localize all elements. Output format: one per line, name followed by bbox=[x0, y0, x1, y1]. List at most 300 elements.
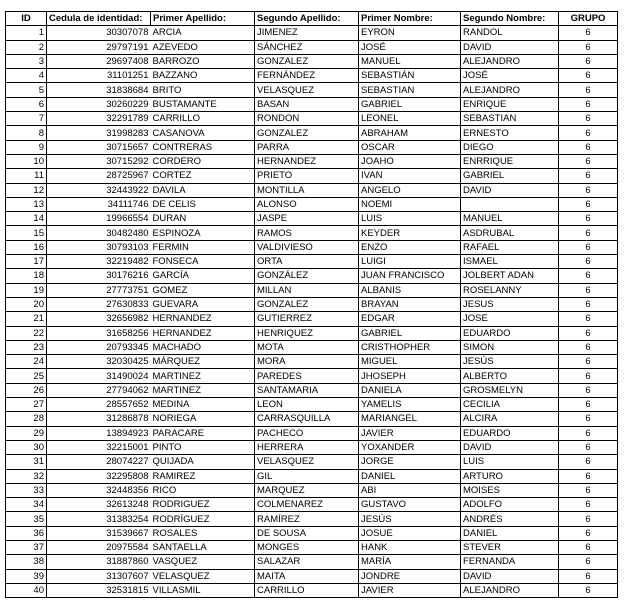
cell-cedula: 31101251 bbox=[47, 69, 151, 83]
cell-id: 40 bbox=[6, 583, 47, 597]
cell-primer-nombre: KEYDER bbox=[359, 226, 461, 240]
cell-segundo-nombre: ALEJANDRO bbox=[461, 83, 559, 97]
table-row bbox=[6, 583, 618, 597]
table-row bbox=[6, 269, 618, 283]
cell-segundo-apellido: LEON bbox=[255, 398, 359, 412]
cell-primer-nombre: LUIS bbox=[359, 212, 461, 226]
cell-id: 5 bbox=[6, 83, 47, 97]
cell-primer-nombre: DANIEL bbox=[359, 469, 461, 483]
cell-primer-nombre: IVAN bbox=[359, 169, 461, 183]
cell-grupo: 6 bbox=[559, 83, 618, 97]
cell-segundo-apellido: PACHECO bbox=[255, 426, 359, 440]
cell-segundo-apellido: BASAN bbox=[255, 97, 359, 111]
column-header-primer-nombre: Primer Nombre: bbox=[359, 12, 461, 26]
cell-grupo: 6 bbox=[559, 412, 618, 426]
cell-cedula: 31539667 bbox=[47, 526, 151, 540]
table-row bbox=[6, 369, 618, 383]
cell-primer-apellido: DURAN bbox=[151, 212, 255, 226]
cell-grupo: 6 bbox=[559, 340, 618, 354]
cell-segundo-apellido: JASPE bbox=[255, 212, 359, 226]
cell-primer-apellido: CONTRERAS bbox=[151, 140, 255, 154]
cell-segundo-nombre: EDUARDO bbox=[461, 426, 559, 440]
cell-id: 38 bbox=[6, 555, 47, 569]
cell-cedula: 13894923 bbox=[47, 426, 151, 440]
table-row bbox=[6, 97, 618, 111]
cell-primer-nombre: DANIELA bbox=[359, 383, 461, 397]
cell-primer-nombre: OSCAR bbox=[359, 140, 461, 154]
cell-segundo-apellido: JIMENEZ bbox=[255, 26, 359, 40]
cell-id: 33 bbox=[6, 483, 47, 497]
cell-primer-nombre: MIGUEL bbox=[359, 355, 461, 369]
cell-primer-apellido: ARCIA bbox=[151, 26, 255, 40]
cell-primer-apellido: FERMIN bbox=[151, 240, 255, 254]
cell-grupo: 6 bbox=[559, 69, 618, 83]
cell-cedula: 32295808 bbox=[47, 469, 151, 483]
cell-id: 21 bbox=[6, 312, 47, 326]
cell-grupo: 6 bbox=[559, 398, 618, 412]
table-row bbox=[6, 212, 618, 226]
cell-primer-apellido: GOMEZ bbox=[151, 283, 255, 297]
cell-cedula: 31286878 bbox=[47, 412, 151, 426]
cell-segundo-nombre: RAFAEL bbox=[461, 240, 559, 254]
table-row bbox=[6, 555, 618, 569]
cell-cedula: 28074227 bbox=[47, 455, 151, 469]
cell-primer-nombre: EYRON bbox=[359, 26, 461, 40]
cell-grupo: 6 bbox=[559, 269, 618, 283]
cell-cedula: 28557652 bbox=[47, 398, 151, 412]
table-row bbox=[6, 326, 618, 340]
cell-primer-nombre: JOSÉ bbox=[359, 40, 461, 54]
cell-id: 16 bbox=[6, 240, 47, 254]
cell-segundo-nombre: ADOLFO bbox=[461, 498, 559, 512]
cell-id: 1 bbox=[6, 26, 47, 40]
cell-primer-apellido: RODRIGUEZ bbox=[151, 498, 255, 512]
cell-primer-apellido: BAZZANO bbox=[151, 69, 255, 83]
table-row bbox=[6, 83, 618, 97]
cell-segundo-nombre: ISMAEL bbox=[461, 255, 559, 269]
cell-id: 25 bbox=[6, 369, 47, 383]
cell-grupo: 6 bbox=[559, 154, 618, 168]
cell-primer-apellido: CARRILLO bbox=[151, 112, 255, 126]
cell-segundo-apellido: COLMENAREZ bbox=[255, 498, 359, 512]
cell-id: 32 bbox=[6, 469, 47, 483]
table-row bbox=[6, 26, 618, 40]
cell-segundo-nombre: SIMON bbox=[461, 340, 559, 354]
cell-cedula: 30307078 bbox=[47, 26, 151, 40]
cell-cedula: 31838684 bbox=[47, 83, 151, 97]
cell-grupo: 6 bbox=[559, 498, 618, 512]
cell-cedula: 20975584 bbox=[47, 540, 151, 554]
cell-primer-apellido: BARROZO bbox=[151, 54, 255, 68]
cell-segundo-apellido: MARQUEZ bbox=[255, 483, 359, 497]
cell-segundo-nombre: FERNANDA bbox=[461, 555, 559, 569]
cell-segundo-apellido: CARRASQUILLA bbox=[255, 412, 359, 426]
cell-primer-apellido: SANTAELLA bbox=[151, 540, 255, 554]
cell-cedula: 32531815 bbox=[47, 583, 151, 597]
table-row bbox=[6, 297, 618, 311]
cell-cedula: 30176216 bbox=[47, 269, 151, 283]
table-row bbox=[6, 183, 618, 197]
cell-id: 2 bbox=[6, 40, 47, 54]
cell-segundo-apellido: ALONSO bbox=[255, 197, 359, 211]
cell-segundo-nombre: DIEGO bbox=[461, 140, 559, 154]
cell-id: 22 bbox=[6, 326, 47, 340]
cell-cedula: 31307607 bbox=[47, 569, 151, 583]
cell-id: 13 bbox=[6, 197, 47, 211]
cell-id: 39 bbox=[6, 569, 47, 583]
cell-id: 15 bbox=[6, 226, 47, 240]
cell-grupo: 6 bbox=[559, 555, 618, 569]
cell-primer-apellido: NORIEGA bbox=[151, 412, 255, 426]
table-row bbox=[6, 126, 618, 140]
cell-grupo: 6 bbox=[559, 526, 618, 540]
cell-cedula: 32215001 bbox=[47, 440, 151, 454]
cell-grupo: 6 bbox=[559, 26, 618, 40]
table-row bbox=[6, 455, 618, 469]
cell-primer-apellido: GARCÍA bbox=[151, 269, 255, 283]
cell-grupo: 6 bbox=[559, 255, 618, 269]
cell-primer-nombre: JOSUE bbox=[359, 526, 461, 540]
cell-primer-nombre: GABRIEL bbox=[359, 326, 461, 340]
cell-segundo-nombre: JESUS bbox=[461, 297, 559, 311]
cell-primer-apellido: GUEVARA bbox=[151, 297, 255, 311]
cell-cedula: 31998283 bbox=[47, 126, 151, 140]
cell-segundo-nombre: ALEJANDRO bbox=[461, 583, 559, 597]
cell-id: 23 bbox=[6, 340, 47, 354]
cell-segundo-apellido: GUTIERREZ bbox=[255, 312, 359, 326]
cell-grupo: 6 bbox=[559, 583, 618, 597]
cell-primer-nombre: JESÚS bbox=[359, 512, 461, 526]
cell-primer-apellido: ESPINOZA bbox=[151, 226, 255, 240]
cell-grupo: 6 bbox=[559, 312, 618, 326]
cell-primer-nombre: ABRAHAM bbox=[359, 126, 461, 140]
table-row bbox=[6, 112, 618, 126]
cell-grupo: 6 bbox=[559, 126, 618, 140]
cell-grupo: 6 bbox=[559, 483, 618, 497]
cell-id: 12 bbox=[6, 183, 47, 197]
cell-segundo-apellido: RONDON bbox=[255, 112, 359, 126]
table-row bbox=[6, 483, 618, 497]
table-row bbox=[6, 154, 618, 168]
cell-segundo-apellido: SANTAMARIA bbox=[255, 383, 359, 397]
table-row bbox=[6, 255, 618, 269]
table-row bbox=[6, 340, 618, 354]
cell-cedula: 29797191 bbox=[47, 40, 151, 54]
cell-segundo-apellido: HERNANDEZ bbox=[255, 154, 359, 168]
cell-segundo-nombre: SEBASTIAN bbox=[461, 112, 559, 126]
cell-segundo-apellido: HERRERA bbox=[255, 440, 359, 454]
cell-segundo-nombre: ENRRIQUE bbox=[461, 154, 559, 168]
cell-segundo-nombre: DAVID bbox=[461, 440, 559, 454]
cell-segundo-nombre: LUIS bbox=[461, 455, 559, 469]
cell-segundo-nombre: ENRIQUE bbox=[461, 97, 559, 111]
cell-cedula: 32613248 bbox=[47, 498, 151, 512]
cell-grupo: 6 bbox=[559, 426, 618, 440]
cell-segundo-apellido: VELASQUEZ bbox=[255, 83, 359, 97]
cell-id: 19 bbox=[6, 283, 47, 297]
cell-grupo: 6 bbox=[559, 369, 618, 383]
cell-segundo-apellido: RAMOS bbox=[255, 226, 359, 240]
roster-body bbox=[6, 26, 618, 598]
cell-segundo-nombre: ANDRÉS bbox=[461, 512, 559, 526]
cell-segundo-nombre: JOSE bbox=[461, 312, 559, 326]
table-row bbox=[6, 54, 618, 68]
cell-cedula: 27794062 bbox=[47, 383, 151, 397]
cell-primer-apellido: VILLASMIL bbox=[151, 583, 255, 597]
cell-grupo: 6 bbox=[559, 240, 618, 254]
table-row bbox=[6, 540, 618, 554]
cell-primer-apellido: MARTINEZ bbox=[151, 383, 255, 397]
cell-cedula: 19966554 bbox=[47, 212, 151, 226]
cell-primer-nombre: GABRIEL bbox=[359, 97, 461, 111]
cell-grupo: 6 bbox=[559, 54, 618, 68]
cell-grupo: 6 bbox=[559, 297, 618, 311]
cell-grupo: 6 bbox=[559, 355, 618, 369]
cell-primer-nombre: ALBANIS bbox=[359, 283, 461, 297]
cell-id: 8 bbox=[6, 126, 47, 140]
cell-segundo-nombre: JESÚS bbox=[461, 355, 559, 369]
cell-primer-nombre: MANUEL bbox=[359, 54, 461, 68]
table-row bbox=[6, 40, 618, 54]
cell-segundo-nombre: STEVER bbox=[461, 540, 559, 554]
cell-cedula: 31490024 bbox=[47, 369, 151, 383]
column-header-cedula: Cedula de identidad: bbox=[47, 12, 151, 26]
cell-cedula: 28725967 bbox=[47, 169, 151, 183]
cell-primer-apellido: PINTO bbox=[151, 440, 255, 454]
cell-id: 27 bbox=[6, 398, 47, 412]
cell-cedula: 30715657 bbox=[47, 140, 151, 154]
cell-segundo-nombre: DANIEL bbox=[461, 526, 559, 540]
cell-primer-apellido: QUIJADA bbox=[151, 455, 255, 469]
cell-primer-apellido: FONSECA bbox=[151, 255, 255, 269]
cell-grupo: 6 bbox=[559, 183, 618, 197]
cell-grupo: 6 bbox=[559, 140, 618, 154]
cell-segundo-apellido: PARRA bbox=[255, 140, 359, 154]
cell-cedula: 27773751 bbox=[47, 283, 151, 297]
cell-primer-apellido: HERNANDEZ bbox=[151, 326, 255, 340]
cell-primer-apellido: RICO bbox=[151, 483, 255, 497]
table-row bbox=[6, 226, 618, 240]
cell-segundo-nombre: ALBERTO bbox=[461, 369, 559, 383]
column-header-grupo: GRUPO bbox=[559, 12, 618, 26]
cell-id: 18 bbox=[6, 269, 47, 283]
cell-segundo-apellido: PRIETO bbox=[255, 169, 359, 183]
cell-id: 36 bbox=[6, 526, 47, 540]
cell-id: 35 bbox=[6, 512, 47, 526]
column-header-id: ID bbox=[6, 12, 47, 26]
cell-primer-apellido: CASANOVA bbox=[151, 126, 255, 140]
cell-cedula: 32291789 bbox=[47, 112, 151, 126]
cell-id: 4 bbox=[6, 69, 47, 83]
cell-segundo-apellido: VALDIVIESO bbox=[255, 240, 359, 254]
cell-primer-nombre: LUIGI bbox=[359, 255, 461, 269]
cell-primer-apellido: CORDERO bbox=[151, 154, 255, 168]
cell-cedula: 20793345 bbox=[47, 340, 151, 354]
cell-primer-apellido: DAVILA bbox=[151, 183, 255, 197]
table-row bbox=[6, 412, 618, 426]
cell-primer-nombre: EDGAR bbox=[359, 312, 461, 326]
cell-id: 3 bbox=[6, 54, 47, 68]
student-roster-table bbox=[5, 11, 618, 598]
cell-segundo-apellido: MONGES bbox=[255, 540, 359, 554]
table-row bbox=[6, 498, 618, 512]
cell-primer-apellido: RAMIREZ bbox=[151, 469, 255, 483]
cell-segundo-apellido: GONZALEZ bbox=[255, 297, 359, 311]
cell-id: 17 bbox=[6, 255, 47, 269]
cell-primer-nombre: LEONEL bbox=[359, 112, 461, 126]
cell-id: 26 bbox=[6, 383, 47, 397]
cell-grupo: 6 bbox=[559, 383, 618, 397]
cell-cedula: 34111746 bbox=[47, 197, 151, 211]
cell-segundo-nombre: ASDRUBAL bbox=[461, 226, 559, 240]
cell-primer-apellido: DE CELIS bbox=[151, 197, 255, 211]
cell-primer-apellido: CORTEZ bbox=[151, 169, 255, 183]
table-row bbox=[6, 569, 618, 583]
cell-grupo: 6 bbox=[559, 40, 618, 54]
cell-primer-apellido: VELASQUEZ bbox=[151, 569, 255, 583]
cell-cedula: 32030425 bbox=[47, 355, 151, 369]
cell-segundo-apellido: VELASQUEZ bbox=[255, 455, 359, 469]
column-header-primer-apellido: Primer Apellido: bbox=[151, 12, 255, 26]
cell-primer-apellido: MACHADO bbox=[151, 340, 255, 354]
cell-grupo: 6 bbox=[559, 455, 618, 469]
cell-primer-nombre: CRISTHOPHER bbox=[359, 340, 461, 354]
cell-primer-nombre: MARÍA bbox=[359, 555, 461, 569]
cell-segundo-nombre: GABRIEL bbox=[461, 169, 559, 183]
cell-segundo-apellido: MILLAN bbox=[255, 283, 359, 297]
cell-cedula: 31887860 bbox=[47, 555, 151, 569]
cell-primer-apellido: MARTINEZ bbox=[151, 369, 255, 383]
cell-cedula: 27630833 bbox=[47, 297, 151, 311]
cell-primer-nombre: JAVIER bbox=[359, 426, 461, 440]
table-row bbox=[6, 355, 618, 369]
cell-cedula: 31383254 bbox=[47, 512, 151, 526]
cell-primer-nombre: JUAN FRANCISCO bbox=[359, 269, 461, 283]
table-row bbox=[6, 526, 618, 540]
cell-id: 30 bbox=[6, 440, 47, 454]
cell-primer-nombre: ABI bbox=[359, 483, 461, 497]
cell-primer-nombre: JOAHO bbox=[359, 154, 461, 168]
cell-primer-apellido: BUSTAMANTE bbox=[151, 97, 255, 111]
cell-segundo-apellido: DE SOUSA bbox=[255, 526, 359, 540]
cell-segundo-nombre: ARTURO bbox=[461, 469, 559, 483]
cell-id: 10 bbox=[6, 154, 47, 168]
cell-segundo-apellido: GONZALEZ bbox=[255, 54, 359, 68]
table-row bbox=[6, 240, 618, 254]
cell-id: 37 bbox=[6, 540, 47, 554]
cell-primer-nombre: GUSTAVO bbox=[359, 498, 461, 512]
cell-primer-nombre: HANK bbox=[359, 540, 461, 554]
cell-segundo-apellido: RAMÍREZ bbox=[255, 512, 359, 526]
cell-segundo-apellido: ORTA bbox=[255, 255, 359, 269]
cell-primer-apellido: AZEVEDO bbox=[151, 40, 255, 54]
table-row bbox=[6, 426, 618, 440]
cell-segundo-apellido: HENRIQUEZ bbox=[255, 326, 359, 340]
cell-segundo-nombre: DAVID bbox=[461, 569, 559, 583]
cell-primer-nombre: JHOSEPH bbox=[359, 369, 461, 383]
cell-primer-apellido: MÁRQUEZ bbox=[151, 355, 255, 369]
cell-id: 28 bbox=[6, 412, 47, 426]
cell-cedula: 32443922 bbox=[47, 183, 151, 197]
cell-id: 14 bbox=[6, 212, 47, 226]
table-row bbox=[6, 469, 618, 483]
table-row bbox=[6, 398, 618, 412]
cell-segundo-nombre: MANUEL bbox=[461, 212, 559, 226]
cell-segundo-apellido: SALAZAR bbox=[255, 555, 359, 569]
cell-cedula: 31658256 bbox=[47, 326, 151, 340]
cell-id: 20 bbox=[6, 297, 47, 311]
cell-id: 7 bbox=[6, 112, 47, 126]
cell-segundo-apellido: MOTA bbox=[255, 340, 359, 354]
cell-grupo: 6 bbox=[559, 283, 618, 297]
cell-primer-apellido: MEDINA bbox=[151, 398, 255, 412]
cell-segundo-apellido: GIL bbox=[255, 469, 359, 483]
column-header-segundo-apellido: Segundo Apellido: bbox=[255, 12, 359, 26]
cell-primer-nombre: JONDRE bbox=[359, 569, 461, 583]
cell-segundo-nombre: DAVID bbox=[461, 40, 559, 54]
cell-cedula: 29697408 bbox=[47, 54, 151, 68]
cell-segundo-nombre: MOISES bbox=[461, 483, 559, 497]
cell-segundo-apellido: GONZALEZ bbox=[255, 126, 359, 140]
cell-id: 11 bbox=[6, 169, 47, 183]
cell-segundo-apellido: PAREDES bbox=[255, 369, 359, 383]
cell-primer-apellido: VASQUEZ bbox=[151, 555, 255, 569]
cell-segundo-nombre bbox=[461, 197, 559, 211]
cell-segundo-nombre: ERNESTO bbox=[461, 126, 559, 140]
cell-segundo-apellido: CARRILLO bbox=[255, 583, 359, 597]
cell-cedula: 30793103 bbox=[47, 240, 151, 254]
column-header-segundo-nombre: Segundo Nombre: bbox=[461, 12, 559, 26]
table-row bbox=[6, 512, 618, 526]
cell-primer-nombre: NOEMI bbox=[359, 197, 461, 211]
cell-grupo: 6 bbox=[559, 226, 618, 240]
cell-primer-nombre: YAMELIS bbox=[359, 398, 461, 412]
cell-grupo: 6 bbox=[559, 326, 618, 340]
cell-grupo: 6 bbox=[559, 469, 618, 483]
cell-primer-nombre: JORGE bbox=[359, 455, 461, 469]
cell-primer-apellido: ROSALES bbox=[151, 526, 255, 540]
cell-primer-apellido: PARACARE bbox=[151, 426, 255, 440]
cell-primer-nombre: MARIANGEL bbox=[359, 412, 461, 426]
cell-segundo-nombre: DAVID bbox=[461, 183, 559, 197]
table-row bbox=[6, 169, 618, 183]
cell-id: 34 bbox=[6, 498, 47, 512]
table-row bbox=[6, 69, 618, 83]
cell-grupo: 6 bbox=[559, 197, 618, 211]
cell-segundo-nombre: RANDOL bbox=[461, 26, 559, 40]
cell-primer-nombre: SEBASTIÁN bbox=[359, 69, 461, 83]
cell-segundo-apellido: FERNÁNDEZ bbox=[255, 69, 359, 83]
cell-grupo: 6 bbox=[559, 440, 618, 454]
cell-cedula: 32656982 bbox=[47, 312, 151, 326]
cell-cedula: 32219482 bbox=[47, 255, 151, 269]
cell-cedula: 32448356 bbox=[47, 483, 151, 497]
cell-grupo: 6 bbox=[559, 169, 618, 183]
cell-primer-nombre: ENZO bbox=[359, 240, 461, 254]
cell-segundo-apellido: SÁNCHEZ bbox=[255, 40, 359, 54]
cell-id: 6 bbox=[6, 97, 47, 111]
header-row bbox=[6, 12, 618, 26]
cell-grupo: 6 bbox=[559, 540, 618, 554]
table-row bbox=[6, 312, 618, 326]
cell-segundo-nombre: JOSÉ bbox=[461, 69, 559, 83]
cell-segundo-nombre: CECILIA bbox=[461, 398, 559, 412]
cell-cedula: 30482480 bbox=[47, 226, 151, 240]
cell-segundo-apellido: MAITA bbox=[255, 569, 359, 583]
cell-segundo-apellido: GONZÁLEZ bbox=[255, 269, 359, 283]
cell-grupo: 6 bbox=[559, 512, 618, 526]
table-row bbox=[6, 383, 618, 397]
